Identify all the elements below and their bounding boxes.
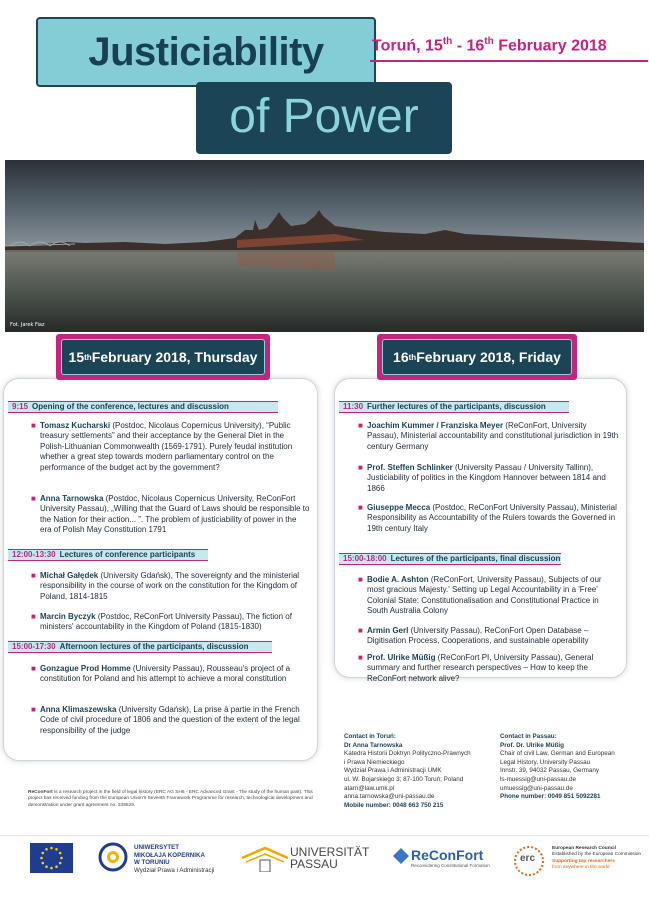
day1-tab: [56, 334, 270, 380]
session-header: 15:00-17:30 Afternoon lectures of the participants, discussion: [8, 641, 272, 653]
talk-item: ■ Joachim Kummer / Franziska Meyer (ReConFort, University Passau), Ministerial accountability and constitutional jurisdiction in 19th century Germany: [358, 421, 619, 451]
day2-tab-label: 16 th February 2018, Friday: [382, 339, 572, 375]
footer-divider: [0, 835, 649, 836]
talk-item: ■ Armin Gerl (University Passau), ReConFort Open Database – Digitisation Process, Cooperations, and sustainable operability: [358, 626, 589, 646]
day1-program-panel: [3, 378, 318, 761]
session-header: 15:00-18:00 Lectures of the participants, final discussion: [339, 553, 561, 565]
day1-tab-label: 15 th February 2018, Thursday: [61, 339, 265, 375]
panorama-image: [5, 160, 644, 332]
date-underline: [370, 60, 648, 62]
contact-passau: Contact in Passau: Prof. Dr. Ulrike Müßig Chair of civil Law, German and European Legal History, University Passau Innstr. 39, 94032 Passau, Germany ls-muessig@uni-passau.de umuessig@uni-passau.de Phone number: 0049 851 5092281: [500, 733, 645, 802]
torun-panorama-photo: [5, 160, 644, 332]
email-link[interactable]: atarn@law.umk.pl: [344, 784, 395, 792]
passau-logo-mark: [240, 844, 290, 872]
umk-emblem-logo: [98, 842, 128, 872]
talk-item: ■ Giuseppe Mecca (Postdoc, ReConFort University Passau), Ministerial Responsibility as Accountability of the Rulers towards the Governed in 19th century Italy: [358, 503, 617, 533]
talk-item: ■ Tomasz Kucharski (Postdoc, Nicolaus Copernicus University), “Public treasury settlements” and their acceptance by the General Diet in the Polish-Lithuanian Commonwealth (1569-1791). Purely feudal institution whether a great step towards modern parliamentary control on the performance of the budget act by the government?: [31, 421, 293, 472]
talk-item: ■ Anna Tarnowska (Postdoc, Nicolaus Copernicus University, ReConFort University Passau), „Willing that the Guard of Laws should be responsible to the Nation for their action... ”. The problem of justiciability of power in the era of Polish May Constitution 1791: [31, 494, 310, 535]
event-date: Toruń, 15th - 16th February 2018: [372, 36, 607, 55]
photo-credit: Fot. Jarek Fiaz: [10, 322, 45, 328]
talk-item: ■ Bodie A. Ashton (ReConFort, University Passau), Subjects of our most gracious Majesty.' Setting up Legal Accountability in a 'Free' Colonial State: Constitutionalisation and Constitutional Practice in South Australia Colony: [358, 575, 602, 616]
talk-item: ■ Prof. Ulrike Müßig (ReConFort PI, University Passau), General summary and further research perspectives – How to keep the ReConFort network alive?: [358, 653, 594, 683]
reconfort-funding-note: ReConFort is a research project in the field of legal history (ERC AG SH6 - ERC Advanced Grant - The study of the human past). This project has received funding from the European Union's Seventh Framework Programme for research, technological development and demonstration under grant agreement no. 339529.: [28, 790, 313, 808]
reconfort-logo-text: ReConFort Reconsidering Constitutional Formation: [411, 847, 490, 868]
session-header: 12:00-13:30 Lectures of conference participants: [8, 549, 208, 561]
email-link[interactable]: umuessig@uni-passau.de: [500, 784, 573, 792]
talk-item: ■ Prof. Steffen Schlinker (University Passau / University Tallinn), Justiciability of politics in the Kingdom Hannover between 1814 and 1866: [358, 463, 606, 493]
umk-logo-text: UNIWERSYTET MIKOŁAJA KOPERNIKA W TORUNIU Wydział Prawa i Administracji: [134, 844, 215, 874]
reconfort-logo-mark: [393, 848, 409, 864]
email-link[interactable]: anna.tarnowska@uni-passau.de: [344, 793, 435, 801]
talk-item: ■ Marcin Byczyk (Postdoc, ReConFort University Passau), The fiction of ministers' accountability in the Kingdom of Poland (1815-1830): [31, 612, 292, 632]
day2-program-panel: [334, 378, 627, 683]
contact-torun: Contact in Toruń: Dr Anna Tarnowska Katedra Historii Doktryn Polityczno-Prawnych i Prawa Niemieckiego Wydział Prawa i Administracji UMK ul. W. Bojarskiego 3; 87-100 Toruń; Poland atarn@law.umk.pl anna.tarnowska@uni-passau.de Mobile number: 0048 663 750 215: [344, 733, 494, 810]
title-line1: Justiciability: [36, 17, 376, 87]
talk-item: ■ Gonzague Prod Homme (University Passau), Rousseau's project of a constitution for Poland and his attempt to achieve a moral constitution: [31, 664, 291, 684]
session-header: 9:15 Opening of the conference, lectures and discussion: [8, 401, 278, 413]
day2-tab: [377, 334, 577, 380]
talk-item: ■ Anna Klimaszewska (University Gdańsk), La prise à partie in the French Code of civil procedure of 1806 and the question of the extent of the legal responsibility of the judge: [31, 705, 300, 735]
talk-item: ■ Michał Gałędek (University Gdańsk), The sovereignty and the ministerial responsibility in the course of work on the constitution for the Kingdom of Poland, 1814-1815: [31, 571, 300, 601]
passau-logo-text: UNIVERSITÄT PASSAU: [290, 845, 370, 871]
email-link[interactable]: ls-muessig@uni-passau.de: [500, 775, 577, 783]
session-header: 11:30 Further lectures of the participants, discussion: [339, 401, 569, 413]
erc-mark-text: erc: [520, 853, 536, 864]
erc-logo-text: European Research Council Established by the European Commission Supporting top researchers from anywhere in the world: [552, 846, 642, 871]
title-line2: of Power: [196, 82, 452, 154]
eu-flag-logo: [30, 843, 73, 873]
